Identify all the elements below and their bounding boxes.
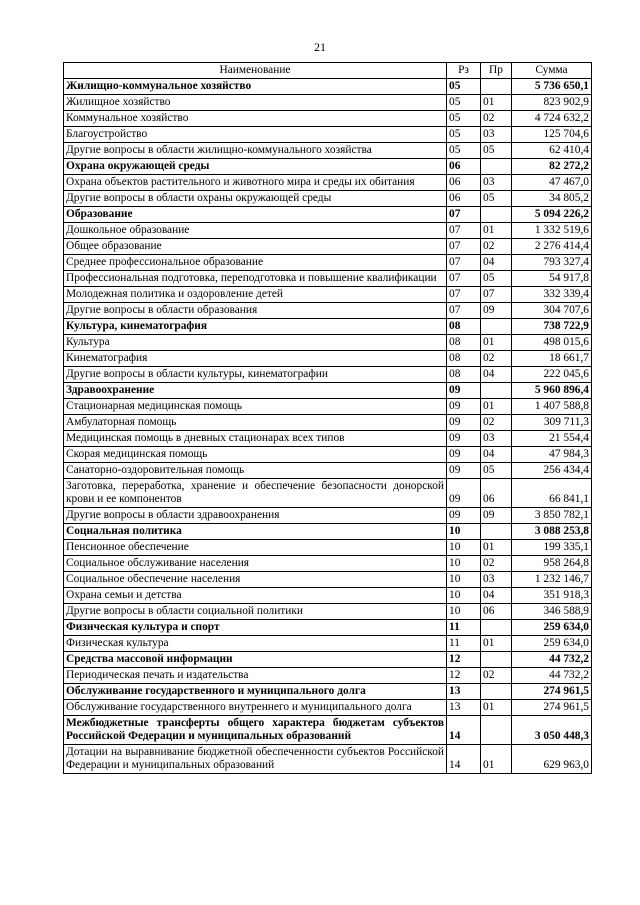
row-name: Социальное обслуживание населения bbox=[64, 556, 447, 572]
table-row bbox=[64, 745, 592, 774]
table-row bbox=[64, 540, 592, 556]
row-pr: 01 bbox=[481, 700, 512, 716]
row-name: Коммунальное хозяйство bbox=[64, 111, 447, 127]
row-rz: 12 bbox=[447, 652, 481, 668]
row-sum: 34 805,2 bbox=[512, 191, 592, 207]
row-name: Физическая культура bbox=[64, 636, 447, 652]
row-sum: 54 917,8 bbox=[512, 271, 592, 287]
row-rz: 10 bbox=[447, 540, 481, 556]
row-pr: 05 bbox=[481, 191, 512, 207]
row-rz: 07 bbox=[447, 271, 481, 287]
row-name: Профессиональная подготовка, переподготовка и повышение квалификации bbox=[64, 271, 447, 287]
row-pr: 02 bbox=[481, 415, 512, 431]
row-rz: 09 bbox=[447, 447, 481, 463]
row-rz: 09 bbox=[447, 415, 481, 431]
row-pr: 01 bbox=[481, 335, 512, 351]
table-row bbox=[64, 111, 592, 127]
page-number: 21 bbox=[314, 40, 326, 54]
row-sum: 823 902,9 bbox=[512, 95, 592, 111]
row-sum: 47 984,3 bbox=[512, 447, 592, 463]
row-sum: 3 850 782,1 bbox=[512, 508, 592, 524]
row-rz: 05 bbox=[447, 127, 481, 143]
row-name: Другие вопросы в области социальной политики bbox=[64, 604, 447, 620]
row-rz: 08 bbox=[447, 319, 481, 335]
row-name: Жилищно-коммунальное хозяйство bbox=[64, 79, 447, 95]
row-sum: 629 963,0 bbox=[512, 745, 592, 774]
section-row bbox=[64, 524, 592, 540]
row-sum: 259 634,0 bbox=[512, 636, 592, 652]
row-sum: 21 554,4 bbox=[512, 431, 592, 447]
row-rz: 06 bbox=[447, 159, 481, 175]
row-pr bbox=[481, 620, 512, 636]
row-name: Молодежная политика и оздоровление детей bbox=[64, 287, 447, 303]
row-pr: 02 bbox=[481, 351, 512, 367]
row-pr: 05 bbox=[481, 271, 512, 287]
row-rz: 05 bbox=[447, 111, 481, 127]
row-name: Кинематография bbox=[64, 351, 447, 367]
row-rz: 14 bbox=[447, 745, 481, 774]
row-rz: 10 bbox=[447, 556, 481, 572]
section-row bbox=[64, 652, 592, 668]
row-rz: 09 bbox=[447, 431, 481, 447]
row-sum: 3 088 253,8 bbox=[512, 524, 592, 540]
row-pr: 02 bbox=[481, 556, 512, 572]
row-pr: 01 bbox=[481, 95, 512, 111]
row-rz: 09 bbox=[447, 508, 481, 524]
row-name: Обслуживание государственного внутреннего и муниципального долга bbox=[64, 700, 447, 716]
row-name: Обслуживание государственного и муниципального долга bbox=[64, 684, 447, 700]
row-rz: 10 bbox=[447, 604, 481, 620]
table-row bbox=[64, 431, 592, 447]
row-rz: 10 bbox=[447, 588, 481, 604]
table-row bbox=[64, 127, 592, 143]
row-sum: 5 094 226,2 bbox=[512, 207, 592, 223]
row-name: Медицинская помощь в дневных стационарах всех типов bbox=[64, 431, 447, 447]
section-row bbox=[64, 383, 592, 399]
row-rz: 08 bbox=[447, 351, 481, 367]
row-pr: 03 bbox=[481, 431, 512, 447]
row-sum: 1 407 588,8 bbox=[512, 399, 592, 415]
section-row bbox=[64, 684, 592, 700]
row-rz: 09 bbox=[447, 383, 481, 399]
row-name: Скорая медицинская помощь bbox=[64, 447, 447, 463]
row-sum: 274 961,5 bbox=[512, 700, 592, 716]
row-rz: 11 bbox=[447, 636, 481, 652]
row-name: Другие вопросы в области здравоохранения bbox=[64, 508, 447, 524]
row-name: Другие вопросы в области культуры, кинематографии bbox=[64, 367, 447, 383]
header-sum: Сумма bbox=[512, 63, 592, 79]
row-name: Охрана окружающей среды bbox=[64, 159, 447, 175]
row-rz: 07 bbox=[447, 223, 481, 239]
row-sum: 256 434,4 bbox=[512, 463, 592, 479]
row-pr: 07 bbox=[481, 287, 512, 303]
row-sum: 309 711,3 bbox=[512, 415, 592, 431]
row-pr: 06 bbox=[481, 479, 512, 508]
row-name: Здравоохранение bbox=[64, 383, 447, 399]
row-pr: 06 bbox=[481, 604, 512, 620]
row-rz: 05 bbox=[447, 95, 481, 111]
header-pr: Пр bbox=[481, 63, 512, 79]
row-rz: 07 bbox=[447, 207, 481, 223]
row-name: Межбюджетные трансферты общего характера бюджетам субъектов Российской Федерации и муниципальных образований bbox=[64, 716, 447, 745]
row-rz: 07 bbox=[447, 287, 481, 303]
row-name: Другие вопросы в области жилищно-коммунального хозяйства bbox=[64, 143, 447, 159]
row-name: Благоустройство bbox=[64, 127, 447, 143]
row-rz: 07 bbox=[447, 239, 481, 255]
budget-table bbox=[63, 62, 592, 774]
row-name: Дотации на выравнивание бюджетной обеспеченности субъектов Российской Федерации и муниципальных образований bbox=[64, 745, 447, 774]
row-name: Социальная политика bbox=[64, 524, 447, 540]
row-pr: 09 bbox=[481, 303, 512, 319]
section-row bbox=[64, 620, 592, 636]
table-row bbox=[64, 604, 592, 620]
row-name: Периодическая печать и издательства bbox=[64, 668, 447, 684]
table-row bbox=[64, 399, 592, 415]
row-sum: 2 276 414,4 bbox=[512, 239, 592, 255]
row-pr: 01 bbox=[481, 540, 512, 556]
row-pr: 03 bbox=[481, 127, 512, 143]
row-pr: 05 bbox=[481, 143, 512, 159]
section-row bbox=[64, 716, 592, 745]
table-row bbox=[64, 287, 592, 303]
table-row bbox=[64, 143, 592, 159]
row-pr bbox=[481, 652, 512, 668]
row-sum: 125 704,6 bbox=[512, 127, 592, 143]
row-sum: 199 335,1 bbox=[512, 540, 592, 556]
row-rz: 05 bbox=[447, 79, 481, 95]
row-pr bbox=[481, 159, 512, 175]
row-pr: 04 bbox=[481, 588, 512, 604]
row-pr bbox=[481, 684, 512, 700]
row-pr: 01 bbox=[481, 636, 512, 652]
row-name: Физическая культура и спорт bbox=[64, 620, 447, 636]
table-row bbox=[64, 668, 592, 684]
row-sum: 259 634,0 bbox=[512, 620, 592, 636]
table-row bbox=[64, 255, 592, 271]
table-row bbox=[64, 95, 592, 111]
table-row bbox=[64, 479, 592, 508]
row-name: Дошкольное образование bbox=[64, 223, 447, 239]
row-rz: 08 bbox=[447, 367, 481, 383]
row-rz: 08 bbox=[447, 335, 481, 351]
row-sum: 351 918,3 bbox=[512, 588, 592, 604]
table-row bbox=[64, 303, 592, 319]
row-pr: 02 bbox=[481, 668, 512, 684]
table-row bbox=[64, 175, 592, 191]
row-name: Амбулаторная помощь bbox=[64, 415, 447, 431]
row-name: Культура, кинематография bbox=[64, 319, 447, 335]
row-name: Жилищное хозяйство bbox=[64, 95, 447, 111]
row-name: Образование bbox=[64, 207, 447, 223]
table-row bbox=[64, 588, 592, 604]
row-pr bbox=[481, 716, 512, 745]
row-pr: 04 bbox=[481, 367, 512, 383]
row-pr bbox=[481, 524, 512, 540]
table-row bbox=[64, 556, 592, 572]
table-row bbox=[64, 636, 592, 652]
row-pr: 03 bbox=[481, 175, 512, 191]
row-name: Культура bbox=[64, 335, 447, 351]
row-pr: 01 bbox=[481, 399, 512, 415]
row-pr bbox=[481, 383, 512, 399]
row-pr bbox=[481, 79, 512, 95]
row-name: Охрана объектов растительного и животного мира и среды их обитания bbox=[64, 175, 447, 191]
table-row bbox=[64, 463, 592, 479]
row-rz: 12 bbox=[447, 668, 481, 684]
table-header-row bbox=[64, 63, 592, 79]
row-rz: 09 bbox=[447, 463, 481, 479]
row-rz: 09 bbox=[447, 399, 481, 415]
row-sum: 18 661,7 bbox=[512, 351, 592, 367]
row-rz: 09 bbox=[447, 479, 481, 508]
table-body bbox=[64, 79, 592, 774]
row-rz: 10 bbox=[447, 524, 481, 540]
section-row bbox=[64, 159, 592, 175]
header-name: Наименование bbox=[64, 63, 447, 79]
row-rz: 05 bbox=[447, 143, 481, 159]
table-row bbox=[64, 351, 592, 367]
row-sum: 958 264,8 bbox=[512, 556, 592, 572]
row-sum: 1 332 519,6 bbox=[512, 223, 592, 239]
row-pr: 04 bbox=[481, 255, 512, 271]
row-sum: 3 050 448,3 bbox=[512, 716, 592, 745]
row-rz: 06 bbox=[447, 175, 481, 191]
row-name: Охрана семьи и детства bbox=[64, 588, 447, 604]
table-row bbox=[64, 367, 592, 383]
row-sum: 44 732,2 bbox=[512, 668, 592, 684]
row-sum: 82 272,2 bbox=[512, 159, 592, 175]
row-sum: 304 707,6 bbox=[512, 303, 592, 319]
row-pr: 05 bbox=[481, 463, 512, 479]
section-row bbox=[64, 79, 592, 95]
table-row bbox=[64, 572, 592, 588]
row-sum: 62 410,4 bbox=[512, 143, 592, 159]
table-row bbox=[64, 447, 592, 463]
row-name: Санаторно-оздоровительная помощь bbox=[64, 463, 447, 479]
row-rz: 07 bbox=[447, 255, 481, 271]
row-name: Другие вопросы в области охраны окружающей среды bbox=[64, 191, 447, 207]
row-sum: 793 327,4 bbox=[512, 255, 592, 271]
row-pr: 03 bbox=[481, 572, 512, 588]
table-row bbox=[64, 335, 592, 351]
row-pr: 04 bbox=[481, 447, 512, 463]
row-pr: 01 bbox=[481, 223, 512, 239]
table-row bbox=[64, 700, 592, 716]
row-rz: 13 bbox=[447, 700, 481, 716]
row-sum: 1 232 146,7 bbox=[512, 572, 592, 588]
row-pr bbox=[481, 207, 512, 223]
section-row bbox=[64, 319, 592, 335]
row-sum: 66 841,1 bbox=[512, 479, 592, 508]
table-row bbox=[64, 271, 592, 287]
row-name: Стационарная медицинская помощь bbox=[64, 399, 447, 415]
row-rz: 06 bbox=[447, 191, 481, 207]
row-sum: 498 015,6 bbox=[512, 335, 592, 351]
section-row bbox=[64, 207, 592, 223]
row-name: Средства массовой информации bbox=[64, 652, 447, 668]
row-name: Заготовка, переработка, хранение и обеспечение безопасности донорской крови и ее компонентов bbox=[64, 479, 447, 508]
row-sum: 274 961,5 bbox=[512, 684, 592, 700]
row-sum: 44 732,2 bbox=[512, 652, 592, 668]
row-pr: 02 bbox=[481, 111, 512, 127]
row-pr: 01 bbox=[481, 745, 512, 774]
row-name: Социальное обеспечение населения bbox=[64, 572, 447, 588]
table-row bbox=[64, 508, 592, 524]
row-rz: 10 bbox=[447, 572, 481, 588]
row-name: Другие вопросы в области образования bbox=[64, 303, 447, 319]
row-rz: 14 bbox=[447, 716, 481, 745]
row-name: Общее образование bbox=[64, 239, 447, 255]
table-row bbox=[64, 415, 592, 431]
row-sum: 4 724 632,2 bbox=[512, 111, 592, 127]
row-rz: 11 bbox=[447, 620, 481, 636]
row-pr bbox=[481, 319, 512, 335]
row-name: Пенсионное обеспечение bbox=[64, 540, 447, 556]
row-name: Среднее профессиональное образование bbox=[64, 255, 447, 271]
header-rz: Рз bbox=[447, 63, 481, 79]
row-sum: 5 960 896,4 bbox=[512, 383, 592, 399]
row-sum: 5 736 650,1 bbox=[512, 79, 592, 95]
row-sum: 47 467,0 bbox=[512, 175, 592, 191]
row-rz: 07 bbox=[447, 303, 481, 319]
row-sum: 738 722,9 bbox=[512, 319, 592, 335]
row-sum: 332 339,4 bbox=[512, 287, 592, 303]
table-row bbox=[64, 191, 592, 207]
row-rz: 13 bbox=[447, 684, 481, 700]
row-pr: 02 bbox=[481, 239, 512, 255]
table-row bbox=[64, 223, 592, 239]
row-pr: 09 bbox=[481, 508, 512, 524]
row-sum: 346 588,9 bbox=[512, 604, 592, 620]
table-row bbox=[64, 239, 592, 255]
row-sum: 222 045,6 bbox=[512, 367, 592, 383]
